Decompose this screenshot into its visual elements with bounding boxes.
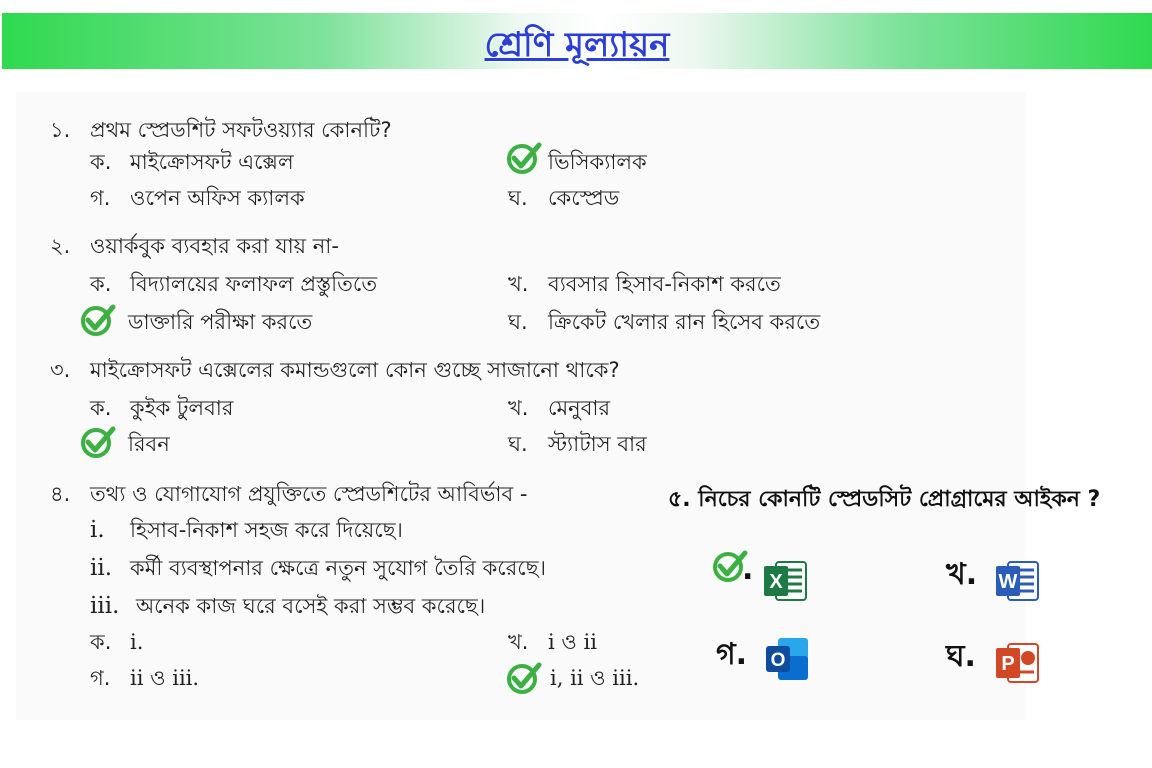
q5-option-ka-label: . [742, 552, 754, 587]
q2-option-kha: খ. ব্যবসার হিসাব-নিকাশ করতে [508, 272, 781, 296]
q2-option-gha: ঘ. ক্রিকেট খেলার রান হিসেব করতে [508, 310, 821, 334]
check-icon [506, 660, 542, 696]
q2-option-ga: ডাক্তারি পরীক্ষা করতে [128, 310, 313, 334]
svg-text:P: P [1001, 653, 1015, 675]
q5-option-gha-label: ঘ. [946, 639, 976, 674]
svg-text:W: W [998, 571, 1018, 593]
check-icon [506, 140, 542, 176]
question-1: ১. প্রথম স্প্রেডশিট সফটওয়্যার কোনটি? [50, 118, 392, 142]
question-5: ৫. নিচের কোনটি স্প্রেডসিট প্রোগ্রামের আইকন ? [668, 487, 1101, 512]
q1-option-ka: ক. মাইক্রোসফট এক্সেল [90, 150, 294, 174]
question-2: ২. ওয়ার্কবুক ব্যবহার করা যায় না- [50, 234, 339, 258]
q4-option-ga: গ. ii ও iii. [90, 666, 200, 690]
excel-icon [762, 558, 808, 604]
powerpoint-icon [994, 640, 1040, 686]
q4-option-ka: ক. i. [90, 630, 144, 654]
question-4: ৪. তথ্য ও যোগাযোগ প্রযুক্তিতে স্প্রেডশিটের আবির্ভাব - [50, 482, 528, 506]
q4-statement-iii: iii. অনেক কাজ ঘরে বসেই করা সম্ভব করেছে। [90, 593, 486, 619]
outlook-icon [764, 636, 810, 682]
svg-text:O: O [770, 650, 786, 671]
check-icon [80, 302, 116, 338]
q1-option-kha: ভিসিক্যালক [548, 150, 647, 174]
q5-option-ga-label: গ. [716, 637, 748, 672]
q2-option-ka: ক. বিদ্যালয়ের ফলাফল প্রস্তুতিতে [90, 272, 378, 296]
q3-option-ka: ক. কুইক টুলবার [90, 396, 234, 420]
q1-option-ga: গ. ওপেন অফিস ক্যালক [90, 186, 305, 210]
q5-option-kha-label: খ. [946, 557, 978, 592]
page-title: শ্রেণি মূল্যায়ন [484, 25, 670, 65]
word-icon [994, 558, 1040, 604]
svg-text:X: X [769, 571, 783, 593]
q4-option-gha: i, ii ও iii. [550, 666, 640, 690]
q4-option-kha: খ. i ও ii [508, 630, 597, 654]
q4-statement-i: i. হিসাব-নিকাশ সহজ করে দিয়েছে। [90, 517, 403, 543]
check-icon [80, 424, 116, 460]
question-3: ৩. মাইক্রোসফট এক্সেলের কমান্ডগুলো কোন গুচ্ছে সাজানো থাকে? [50, 358, 620, 382]
q3-option-kha: খ. মেনুবার [508, 396, 611, 420]
title-banner [2, 13, 1152, 69]
q1-option-gha: ঘ. কেস্প্রেড [508, 186, 620, 210]
q3-option-gha: ঘ. স্ট্যাটাস বার [508, 432, 647, 456]
q3-option-ga: রিবন [128, 432, 170, 456]
q4-statement-ii: ii. কর্মী ব্যবস্থাপনার ক্ষেত্রে নতুন সুযোগ তৈরি করেছে। [90, 555, 546, 581]
